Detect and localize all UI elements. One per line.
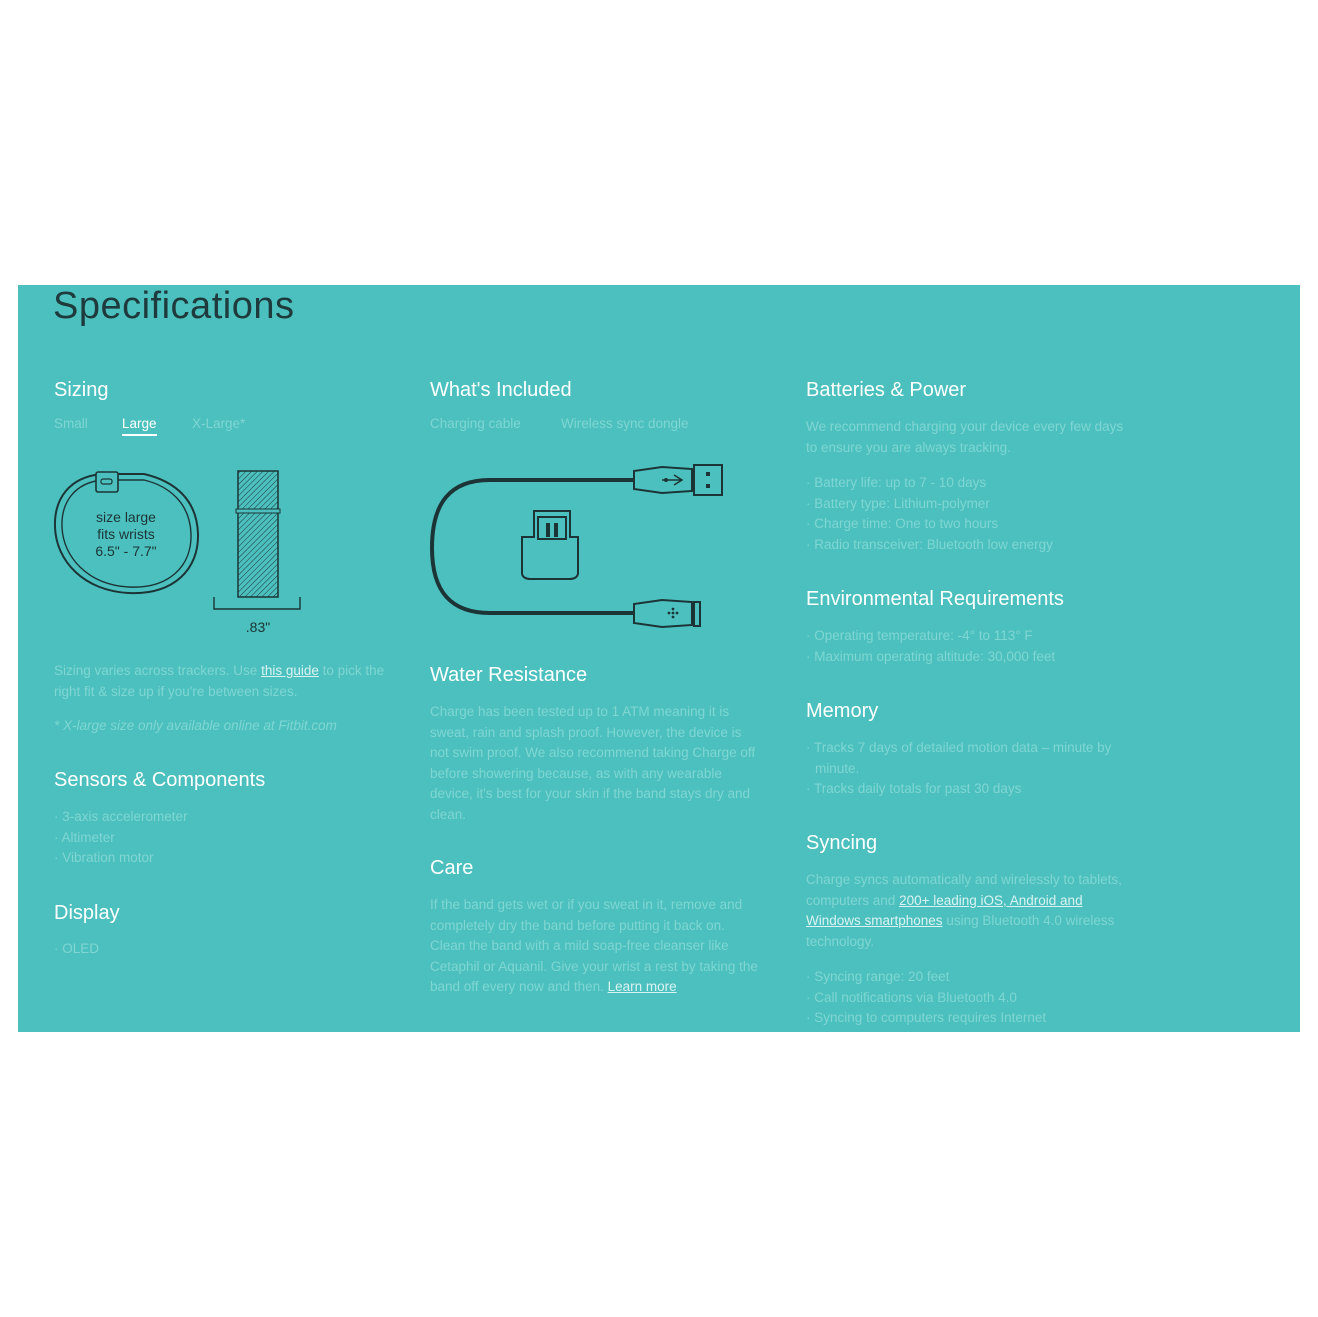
display-heading: Display — [54, 902, 120, 924]
band-width-illustration — [214, 469, 344, 639]
care-body: If the band gets wet or if you sweat in it, remove and completely dry the band before putting it back on. Clean the band with a mild soap-free cleanser like Cetaphil or Aquanil. Give your wrist a rest by taking the band off every now and then. — [430, 897, 758, 994]
batteries-intro: We recommend charging your device every few days to ensure you are always tracking. — [806, 419, 1124, 455]
list-item: · Syncing to computers requires Internet — [806, 1008, 1146, 1029]
list-item: · Charge time: One to two hours — [806, 514, 1146, 535]
list-item: · Syncing range: 20 feet — [806, 967, 1146, 988]
sizing-description — [54, 661, 394, 702]
band-text-line-1: size large — [96, 509, 156, 525]
syncing-intro-after: using Bluetooth 4.0 wireless technology. — [806, 913, 1115, 949]
batteries-heading: Batteries & Power — [806, 379, 967, 401]
syncing-intro-before: Charge syncs automatically and wirelessly to tablets, computers and — [806, 872, 1122, 908]
sensors-list — [54, 807, 394, 869]
sizing-heading: Sizing — [54, 379, 109, 401]
list-item: · Vibration motor — [54, 848, 394, 869]
band-text-line-2: fits wrists — [97, 526, 155, 542]
tab-x-large[interactable]: X-Large* — [192, 416, 246, 431]
list-item: · Maximum operating altitude: 30,000 feet — [806, 647, 1146, 668]
memory-list — [806, 738, 1146, 800]
tab-small[interactable]: Small — [54, 416, 88, 431]
list-item: · 3-axis accelerometer — [54, 807, 394, 828]
sensors-heading: Sensors & Components — [54, 769, 266, 791]
syncing-heading: Syncing — [806, 832, 878, 854]
band-width-label: .83" — [245, 619, 271, 635]
list-item: · Tracks 7 days of detailed motion data – minute by minute. — [806, 738, 1146, 779]
syncing-intro — [806, 870, 1136, 952]
sizing-guide-link[interactable]: this guide — [261, 663, 319, 678]
batteries-list — [806, 473, 1146, 555]
cable-dongle-illustration — [430, 463, 730, 633]
care-heading: Care — [430, 857, 474, 879]
list-item: · Tracks daily totals for past 30 days — [806, 779, 1146, 800]
page-title: Specifications — [53, 285, 295, 327]
included-heading: What's Included — [430, 379, 572, 401]
list-item: · Battery type: Lithium-polymer — [806, 494, 1146, 515]
care-text — [430, 895, 760, 998]
list-item: · Operating temperature: -4° to 113° F — [806, 626, 1146, 647]
band-text-line-3: 6.5" - 7.7" — [95, 543, 157, 559]
water-text: Charge has been tested up to 1 ATM meaning it is sweat, rain and splash proof. However, the device is not swim proof. We also recommend taking Charge off before showering because, as with any wearable device, it's best for your skin if the band stays dry and clean. — [430, 704, 756, 822]
learn-more-link[interactable]: Learn more — [607, 979, 677, 994]
environment-list — [806, 626, 1146, 667]
sizing-desc-after: to pick the right fit & size up if you're between sizes. — [54, 663, 385, 699]
smartphones-link[interactable]: 200+ leading iOS, Android and Windows smartphones — [806, 892, 1083, 928]
list-item: · OLED — [54, 939, 394, 960]
list-item: · Radio transceiver: Bluetooth low energy — [806, 535, 1146, 556]
display-list — [54, 939, 394, 960]
environment-heading: Environmental Requirements — [806, 588, 1064, 610]
syncing-list — [806, 967, 1146, 1029]
list-item: · Call notifications via Bluetooth 4.0 — [806, 988, 1146, 1009]
band-illustration — [54, 469, 204, 599]
list-item: · Altimeter — [54, 828, 394, 849]
tab-large[interactable]: Large — [122, 416, 157, 436]
memory-heading: Memory — [806, 700, 879, 722]
xlarge-note: * X-large size only available online at Fitbit.com — [54, 718, 337, 733]
included-item-sync-dongle: Wireless sync dongle — [561, 416, 689, 431]
sizing-desc-before: Sizing varies across trackers. Use — [54, 663, 262, 678]
list-item: · Battery life: up to 7 - 10 days — [806, 473, 1146, 494]
water-heading: Water Resistance — [430, 664, 588, 686]
included-item-charging-cable: Charging cable — [430, 416, 521, 431]
specifications-panel — [18, 285, 1300, 1032]
